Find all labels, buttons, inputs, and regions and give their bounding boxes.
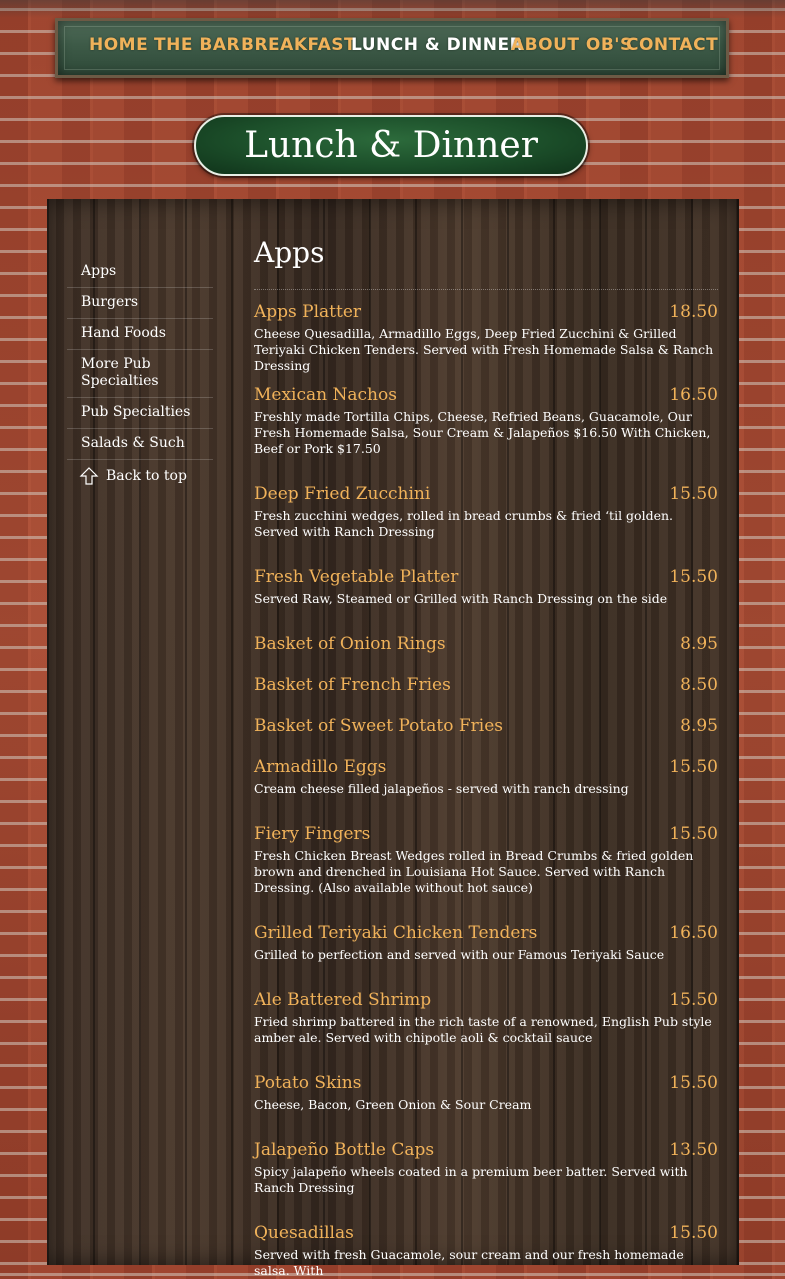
- nav-about[interactable]: ABOUT OB'S: [511, 35, 633, 55]
- menu-item-name: Mexican Nachos: [254, 385, 397, 405]
- menu-item-name: Quesadillas: [254, 1223, 354, 1243]
- top-strip: [0, 0, 785, 18]
- menu-item-name: Potato Skins: [254, 1073, 362, 1093]
- page-title-banner: [194, 115, 588, 176]
- menu-item-price: 8.95: [680, 634, 718, 654]
- menu-item-name: Apps Platter: [254, 302, 362, 322]
- nav-the-bar[interactable]: THE BAR: [154, 35, 241, 55]
- menu-item-name: Fresh Vegetable Platter: [254, 567, 459, 587]
- menu-item-name: Ale Battered Shrimp: [254, 990, 432, 1010]
- menu-item-description: Served with fresh Guacamole, sour cream and our fresh homemade salsa. With: [254, 1247, 684, 1278]
- back-to-top-label: Back to top: [106, 468, 187, 484]
- menu-item-name: Basket of Onion Rings: [254, 634, 446, 654]
- sidebar-item-hand-foods[interactable]: Hand Foods: [67, 319, 213, 350]
- menu-item-name: Armadillo Eggs: [254, 757, 387, 777]
- menu-item-price: 8.50: [680, 675, 718, 695]
- menu-item-price: 18.50: [669, 302, 718, 322]
- menu-item-name: Grilled Teriyaki Chicken Tenders: [254, 923, 538, 943]
- menu-item-price: 16.50: [669, 385, 718, 405]
- menu-item-description: Fresh zucchini wedges, rolled in bread crumbs & fried ‘til golden. Served with Ranch Dressing: [254, 508, 674, 539]
- menu-item-price: 15.50: [669, 757, 718, 777]
- menu-item-name: Basket of Sweet Potato Fries: [254, 716, 503, 736]
- nav-lunch-dinner[interactable]: LUNCH & DINNER: [351, 35, 524, 55]
- menu-item-price: 15.50: [669, 990, 718, 1010]
- menu-item-description: Served Raw, Steamed or Grilled with Ranch Dressing on the side: [254, 591, 668, 606]
- up-arrow-icon: [80, 467, 98, 485]
- menu-item-price: 15.50: [669, 484, 718, 504]
- main-nav: [55, 18, 729, 78]
- menu-item-description: Freshly made Tortilla Chips, Cheese, Refried Beans, Guacamole, Our Fresh Homemade Salsa, Sour Cream & Jalapeños $16.50 With Chicken, Beef or Pork $17.50: [254, 409, 711, 456]
- sidebar-item-pub-specialties[interactable]: Pub Specialties: [67, 398, 213, 429]
- menu-item-description: Cheese Quesadilla, Armadillo Eggs, Deep Fried Zucchini & Grilled Teriyaki Chicken Tenders. Served with Fresh Homemade Salsa & Ranch Dressing: [254, 326, 714, 373]
- sidebar-item-more-pub-specialties[interactable]: More Pub Specialties: [67, 350, 213, 398]
- menu-item-name: Fiery Fingers: [254, 824, 371, 844]
- back-to-top-link[interactable]: [67, 460, 213, 485]
- menu-item-price: 13.50: [669, 1140, 718, 1160]
- menu-item-description: Grilled to perfection and served with our Famous Teriyaki Sauce: [254, 947, 665, 962]
- menu-item-description: Cheese, Bacon, Green Onion & Sour Cream: [254, 1097, 532, 1112]
- menu-item-price: 15.50: [669, 824, 718, 844]
- nav-contact[interactable]: CONTACT: [626, 35, 719, 55]
- menu-item-description: Cream cheese filled jalapeños - served with ranch dressing: [254, 781, 629, 796]
- section-divider: [254, 289, 718, 290]
- section-title: Apps: [254, 236, 325, 269]
- sidebar-item-burgers[interactable]: Burgers: [67, 288, 213, 319]
- menu-item-name: Deep Fried Zucchini: [254, 484, 431, 504]
- menu-item-description: Fried shrimp battered in the rich taste of a renowned, English Pub style amber ale. Served with chipotle aoli & cocktail sauce: [254, 1014, 712, 1045]
- menu-item-name: Jalapeño Bottle Caps: [254, 1140, 435, 1160]
- menu-item-price: 16.50: [669, 923, 718, 943]
- menu-item-description: Fresh Chicken Breast Wedges rolled in Bread Crumbs & fried golden brown and drenched in Louisiana Hot Sauce. Served with Ranch Dressing. (Also available without hot sauce): [254, 848, 694, 895]
- sidebar-item-apps[interactable]: Apps: [67, 257, 213, 288]
- nav-breakfast[interactable]: BREAKFAST: [241, 35, 357, 55]
- menu-item-price: 15.50: [669, 567, 718, 587]
- menu-item-description: Spicy jalapeño wheels coated in a premium beer batter. Served with Ranch Dressing: [254, 1164, 688, 1195]
- menu-item-price: 8.95: [680, 716, 718, 736]
- sidebar-item-salads-such[interactable]: Salads & Such: [67, 429, 213, 460]
- menu-item-price: 15.50: [669, 1223, 718, 1243]
- menu-item-name: Basket of French Fries: [254, 675, 451, 695]
- page-title: Lunch & Dinner: [244, 125, 538, 166]
- menu-item-price: 15.50: [669, 1073, 718, 1093]
- nav-home[interactable]: HOME: [89, 35, 149, 55]
- sidebar: [67, 257, 213, 485]
